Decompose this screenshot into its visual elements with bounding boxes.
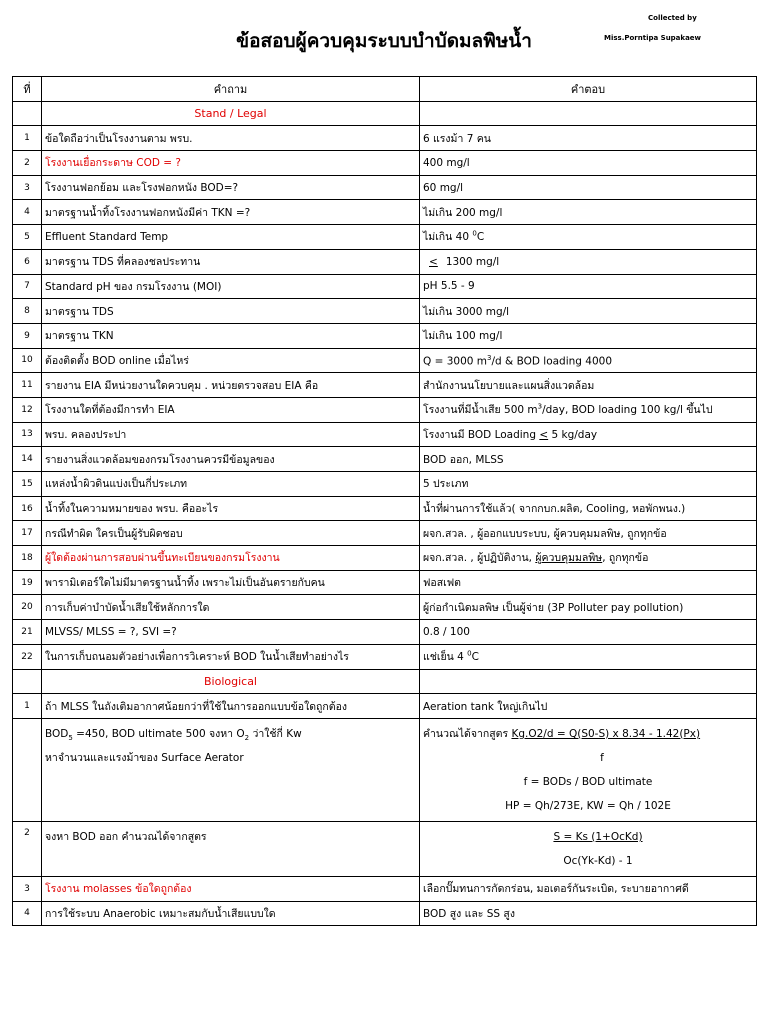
question-cell: มาตรฐานน้ำทิ้งโรงงานฟอกหนังมีค่า TKN =?	[42, 200, 420, 225]
answer-cell: BOD สูง และ SS สูง	[420, 901, 757, 926]
answer-cell: BOD ออก, MLSS	[420, 447, 757, 472]
le-symbol: <	[539, 428, 549, 441]
answer-cell: < 1300 mg/l	[420, 249, 757, 274]
col-no-header: ที่	[13, 77, 42, 102]
question-cell: รายงาน EIA มีหน่วยงานใดควบคุม . หน่วยตรวจสอบ EIA คือ	[42, 373, 420, 398]
table-row	[13, 200, 757, 225]
answer-cell: 400 mg/l	[420, 151, 757, 176]
table-row	[13, 821, 757, 876]
question-cell: พรบ. คลองประปา	[42, 422, 420, 447]
table-row	[13, 620, 757, 645]
table-row	[13, 718, 757, 821]
question-cell: ถ้า MLSS ในถังเติมอากาศน้อยกว่าที่ใช้ในการออกแบบข้อใดถูกต้อง	[42, 694, 420, 719]
answer-cell: ฟอสเฟต	[420, 570, 757, 595]
answer-cell: 5 ประเภท	[420, 472, 757, 497]
answer-cell: เลือกปั๊มทนการกัดกร่อน, มอเตอร์กันระเบิด, ระบายอากาศดี	[420, 876, 757, 901]
row-number: 1	[13, 694, 42, 719]
row-number: 22	[13, 644, 42, 669]
formula-s: S = Ks (1+OcKd)	[553, 830, 643, 843]
cubic-sup: 3	[537, 402, 543, 411]
row-number: 18	[13, 546, 42, 571]
answer-cell: Q = 3000 $m^3/d$ & BOD loading 4000	[420, 348, 757, 373]
table-row	[13, 348, 757, 373]
question-cell: โรงงานใดที่ต้องมีการทำ EIA	[42, 397, 420, 422]
answer-cell: S = Ks (1+OcKd) Oc(Yk-Kd) - 1	[420, 821, 757, 876]
table-row	[13, 694, 757, 719]
table-row	[13, 595, 757, 620]
question-cell: Standard pH ของ กรมโรงงาน (MOI)	[42, 274, 420, 299]
answer-cell: Aeration tank ใหญ่เกินไป	[420, 694, 757, 719]
formula-oxygen: Kg.O2/d = Q(S0-S) x 8.34 - 1.42(Px)	[511, 727, 701, 740]
table-row	[13, 274, 757, 299]
table-row	[13, 175, 757, 200]
question-cell: การใช้ระบบ Anaerobic เหมาะสมกับน้ำเสียแบบใด	[42, 901, 420, 926]
question-cell: แหล่งน้ำผิวดินแบ่งเป็นกี่ประเภท	[42, 472, 420, 497]
row-number: 11	[13, 373, 42, 398]
question-cell: ผู้ใดต้องผ่านการสอบผ่านขึ้นทะเบียนของกรมโรงงาน	[42, 546, 420, 571]
question-cell: กรณีทำผิด ใครเป็นผู้รับผิดชอบ	[42, 521, 420, 546]
answer-cell: แช่เย็น 4 $^0$C	[420, 644, 757, 669]
table-row	[13, 546, 757, 571]
question-cell: มาตรฐาน TDS ที่คลองชลประทาน	[42, 249, 420, 274]
degree-sup: 0	[472, 229, 477, 238]
section-row-bio	[13, 669, 757, 694]
question-cell: มาตรฐาน TKN	[42, 323, 420, 348]
row-number: 5	[13, 225, 42, 250]
row-number: 10	[13, 348, 42, 373]
section-row-legal	[13, 101, 757, 126]
row-number: 9	[13, 323, 42, 348]
table-row	[13, 447, 757, 472]
section-label-bio: Biological	[42, 669, 420, 694]
question-cell: Effluent Standard Temp	[42, 225, 420, 250]
question-cell: $BOD_5 =450$, BOD ultimate 500 จงหา $O_2$ ว่าใช้กี่ Kw หาจำนวนและแรงม้าของ Surface Aerator	[42, 718, 420, 821]
header-row	[13, 77, 757, 102]
answer-cell: 0.8 / 100	[420, 620, 757, 645]
col-answer-header: คำตอบ	[420, 77, 757, 102]
question-cell: ในการเก็บถนอมตัวอย่างเพื่อการวิเคราะห์ BOD ในน้ำเสียทำอย่างไร	[42, 644, 420, 669]
answer-cell: ไม่เกิน 3000 mg/l	[420, 299, 757, 324]
table-row	[13, 570, 757, 595]
author-name: Miss.Porntipa Supakaew	[604, 34, 702, 42]
question-cell: พารามิเตอร์ใดไม่มีมาตรฐานน้ำทิ้ง เพราะไม่เป็นอันตรายกับคน	[42, 570, 420, 595]
answer-cell: 60 mg/l	[420, 175, 757, 200]
row-number: 15	[13, 472, 42, 497]
table-row	[13, 299, 757, 324]
row-number: 4	[13, 200, 42, 225]
formula-f: f = BODs / BOD ultimate	[523, 775, 653, 788]
row-number: 19	[13, 570, 42, 595]
answer-cell: ผจก.สวล. , ผู้ปฏิบัติงาน, ผู้ควบคุมมลพิษ, ถูกทุกข้อ	[420, 546, 757, 571]
row-number: 6	[13, 249, 42, 274]
answer-cell: คำนวณได้จากสูตร Kg.O2/d = Q(S0-S) x 8.34 - 1.42(Px) f f = BODs / BOD ultimate HP = Qh/273E, KW = Qh / 102E	[420, 718, 757, 821]
row-number: 14	[13, 447, 42, 472]
table-row	[13, 126, 757, 151]
table-row	[13, 323, 757, 348]
table-row	[13, 472, 757, 497]
degree-sup: 0	[467, 649, 472, 658]
question-cell: โรงงานฟอกย้อม และโรงฟอกหนัง BOD=?	[42, 175, 420, 200]
table-row	[13, 644, 757, 669]
row-number: 20	[13, 595, 42, 620]
answer-cell: โรงงานที่มีน้ำเสีย 500 $m^3$/day, BOD loading 100 kg/l ขึ้นไป	[420, 397, 757, 422]
collected-by-label: Collected by	[648, 14, 697, 22]
question-cell: ข้อใดถือว่าเป็นโรงงานตาม พรบ.	[42, 126, 420, 151]
row-number: 1	[13, 126, 42, 151]
row-number: 3	[13, 876, 42, 901]
question-cell: โรงงานเยื่อกระดาษ COD = ?	[42, 151, 420, 176]
question-cell: MLVSS/ MLSS = ?, SVI =?	[42, 620, 420, 645]
answer-cell: pH 5.5 - 9	[420, 274, 757, 299]
cubic-sup: 3	[487, 353, 492, 362]
page-title: ข้อสอบผู้ควบคุมระบบบำบัดมลพิษน้ำ	[236, 30, 532, 52]
row-number: 16	[13, 496, 42, 521]
question-cell: น้ำทิ้งในความหมายของ พรบ. คืออะไร	[42, 496, 420, 521]
table-row	[13, 397, 757, 422]
question-cell: โรงงาน molasses ข้อใดถูกต้อง	[42, 876, 420, 901]
question-cell: ต้องติดตั้ง BOD online เมื่อไหร่	[42, 348, 420, 373]
table-row	[13, 373, 757, 398]
table-row	[13, 249, 757, 274]
row-number: 4	[13, 901, 42, 926]
table-row	[13, 151, 757, 176]
answer-cell: สำนักงานนโยบายและแผนสิ่งแวดล้อม	[420, 373, 757, 398]
col-question-header: คำถาม	[42, 77, 420, 102]
le-symbol: <	[429, 255, 438, 268]
question-cell: การเก็บค่าบำบัดน้ำเสียใช้หลักการใด	[42, 595, 420, 620]
section-label-legal: Stand / Legal	[42, 101, 420, 126]
table-row	[13, 422, 757, 447]
underlined-answer: ผู้ควบคุมมลพิษ	[535, 552, 603, 565]
question-cell: จงหา BOD ออก คำนวณได้จากสูตร	[42, 821, 420, 876]
row-number: 7	[13, 274, 42, 299]
answer-cell: ไม่เกิน 40 $^0$C	[420, 225, 757, 250]
table-row	[13, 521, 757, 546]
row-number: 13	[13, 422, 42, 447]
table-row	[13, 876, 757, 901]
answer-cell: โรงงานมี BOD Loading < 5 kg/day	[420, 422, 757, 447]
question-cell: รายงานสิ่งแวดล้อมของกรมโรงงานควรมีข้อมูลของ	[42, 447, 420, 472]
answer-cell: ผู้ก่อกำเนิดมลพิษ เป็นผู้จ่าย (3P Polluter pay pollution)	[420, 595, 757, 620]
formula-hp: HP = Qh/273E, KW = Qh / 102E	[505, 799, 671, 812]
row-number: 2	[13, 821, 42, 876]
question-cell: มาตรฐาน TDS	[42, 299, 420, 324]
row-number: 8	[13, 299, 42, 324]
answer-cell: น้ำที่ผ่านการใช้แล้ว( จากกบก.ผลิต, Cooling, หอพักพนง.)	[420, 496, 757, 521]
row-number: 12	[13, 397, 42, 422]
table-row	[13, 225, 757, 250]
row-number: 3	[13, 175, 42, 200]
row-number: 17	[13, 521, 42, 546]
answer-cell: ไม่เกิน 200 mg/l	[420, 200, 757, 225]
row-number: 21	[13, 620, 42, 645]
row-number: 2	[13, 151, 42, 176]
answer-cell: ผจก.สวล. , ผู้ออกแบบระบบ, ผู้ควบคุมมลพิษ, ถูกทุกข้อ	[420, 521, 757, 546]
answer-cell: ไม่เกิน 100 mg/l	[420, 323, 757, 348]
table-row	[13, 496, 757, 521]
qa-table	[12, 76, 757, 926]
table-row	[13, 901, 757, 926]
answer-cell: 6 แรงม้า 7 คน	[420, 126, 757, 151]
